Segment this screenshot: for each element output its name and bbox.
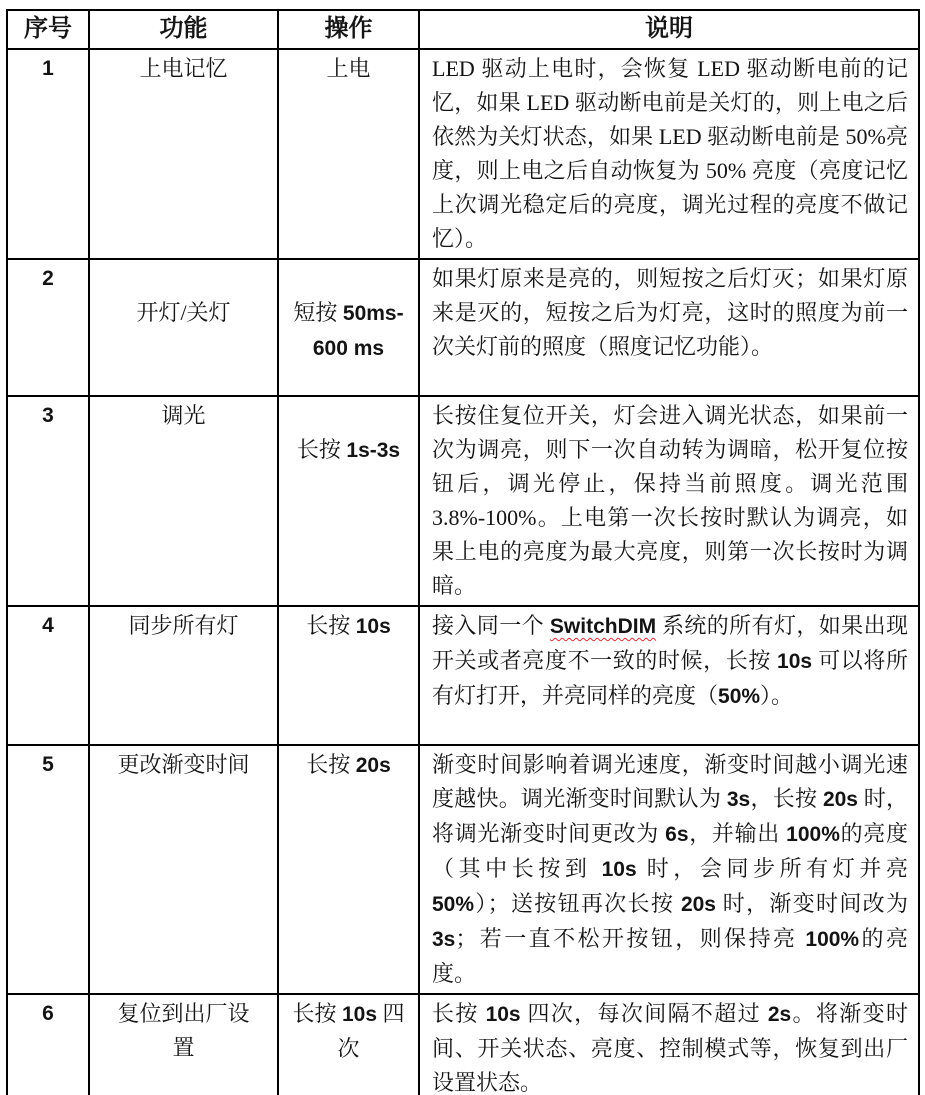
header-cell-function: 功能 xyxy=(89,10,278,49)
text-segment: 2s xyxy=(767,1003,792,1026)
text-segment: 10s xyxy=(485,1003,521,1026)
text-segment: 渐变时间影响着调光速度，渐变时间越小调光速度越快。调光渐变时间默认为 xyxy=(432,752,908,811)
text-segment: 四次 xyxy=(337,1001,405,1061)
text-segment: 3s xyxy=(432,928,456,951)
operation-cell xyxy=(278,745,419,994)
table-row xyxy=(7,606,919,745)
text-segment: 20s xyxy=(680,893,716,916)
text-segment: 如果灯原来是亮的，则短按之后灯灭；如果灯原来是灭的，短按之后为灯亮，这时的照度为前一次关灯前的照度（照度记忆功能）。 xyxy=(432,266,908,359)
function-cell: 上电记忆 xyxy=(89,49,278,259)
text-segment: 系统的所有灯，如果出现开关或者亮度不一致的时候，长按 xyxy=(432,613,908,673)
text-segment: 上电 xyxy=(326,56,371,81)
text-segment: 的亮度。 xyxy=(432,926,908,986)
text-segment: 20s xyxy=(355,754,391,777)
text-segment: ）；送按钮再次长按 xyxy=(474,891,681,916)
spellcheck-flagged-word: SwitchDIM xyxy=(549,615,657,638)
table-row xyxy=(7,994,919,1095)
text-segment: 长按 xyxy=(292,1001,342,1026)
text-segment: 时，渐变时间改为 xyxy=(716,891,908,916)
text-segment: 10s xyxy=(341,1003,378,1026)
text-segment: 长按 xyxy=(306,752,356,777)
header-cell-description: 说明 xyxy=(419,10,919,49)
text-segment: 100% xyxy=(786,823,840,846)
text-segment: 100% xyxy=(805,928,860,951)
text-segment: 10s xyxy=(777,650,813,673)
text-segment: 10s xyxy=(601,858,637,881)
table-row xyxy=(7,396,919,606)
text-segment: 的亮度（其中长按到 xyxy=(432,821,908,881)
text-segment: 50% xyxy=(432,893,475,916)
table-header-row xyxy=(7,10,919,49)
operation-cell xyxy=(278,396,419,606)
text-segment: 6s xyxy=(665,823,689,846)
number-cell: 5 xyxy=(7,745,89,994)
text-segment: ，并输出 xyxy=(688,821,787,846)
text-segment: 长按住复位开关，灯会进入调光状态，如果前一次为调亮，则下一次自动转为调暗，松开复位按钮后，调光停止，保持当前照度。调光范围 3.8%-100%。上电第一次长按时默认为调亮，如果上电的亮度为最大亮度，则第一次长按时为调暗。 xyxy=(432,403,908,598)
number-cell: 2 xyxy=(7,259,89,396)
text-segment: 10s xyxy=(355,615,391,638)
function-cell: 调光 xyxy=(89,396,278,606)
description-cell xyxy=(419,745,919,994)
number-cell: 6 xyxy=(7,994,89,1095)
text-segment: ）。 xyxy=(760,683,794,708)
text-segment: 。将渐变时间、开关状态、亮度、控制模式等，恢复到出厂设置状态。 xyxy=(432,1001,908,1095)
text-segment: 20s xyxy=(822,788,858,811)
table-row xyxy=(7,745,919,994)
text-segment: ；若一直不松开按钮，则保持亮 xyxy=(455,926,806,951)
text-segment: 四次，每次间隔不超过 xyxy=(520,1001,768,1026)
text-segment: 时，将调光渐变时间更改为 xyxy=(432,786,908,846)
operation-cell xyxy=(278,49,419,259)
function-description-table xyxy=(6,9,920,1095)
number-cell: 1 xyxy=(7,49,89,259)
text-segment: 长按 xyxy=(432,1001,486,1026)
operation-cell xyxy=(278,259,419,396)
description-cell xyxy=(419,49,919,259)
function-cell: 复位到出厂设置 xyxy=(89,994,278,1095)
description-cell xyxy=(419,994,919,1095)
text-segment: 短按 xyxy=(293,300,343,325)
text-segment: 1s-3s xyxy=(346,439,401,462)
operation-cell xyxy=(278,994,419,1095)
text-segment: 可以将所有灯打开，并亮同样的亮度（ xyxy=(432,648,908,708)
text-segment: 50% xyxy=(718,685,761,708)
text-segment: 时，会同步所有灯并亮 xyxy=(636,856,908,881)
text-segment: 50ms-600 ms xyxy=(312,302,404,360)
function-cell: 开灯/关灯 xyxy=(89,259,278,396)
table-row xyxy=(7,49,919,259)
text-segment: LED 驱动上电时，会恢复 LED 驱动断电前的记忆，如果 LED 驱动断电前是关灯的，则上电之后依然为关灯状态，如果 LED 驱动断电前是 50%亮度，则上电之后自动恢复为 50% 亮度（亮度记忆上次调光稳定后的亮度，调光过程的亮度不做记忆）。 xyxy=(432,56,908,251)
text-segment: 长按 xyxy=(296,437,347,462)
table-row xyxy=(7,259,919,396)
description-cell xyxy=(419,259,919,396)
text-segment: ，长按 xyxy=(750,786,823,811)
text-segment: 3s xyxy=(726,788,751,811)
description-cell xyxy=(419,396,919,606)
number-cell: 3 xyxy=(7,396,89,606)
number-cell: 4 xyxy=(7,606,89,745)
text-segment: 长按 xyxy=(306,613,356,638)
header-cell-number: 序号 xyxy=(7,10,89,49)
operation-cell xyxy=(278,606,419,745)
header-cell-operation: 操作 xyxy=(278,10,419,49)
text-segment: 接入同一个 xyxy=(432,613,550,638)
description-cell xyxy=(419,606,919,745)
function-cell: 同步所有灯 xyxy=(89,606,278,745)
function-cell: 更改渐变时间 xyxy=(89,745,278,994)
